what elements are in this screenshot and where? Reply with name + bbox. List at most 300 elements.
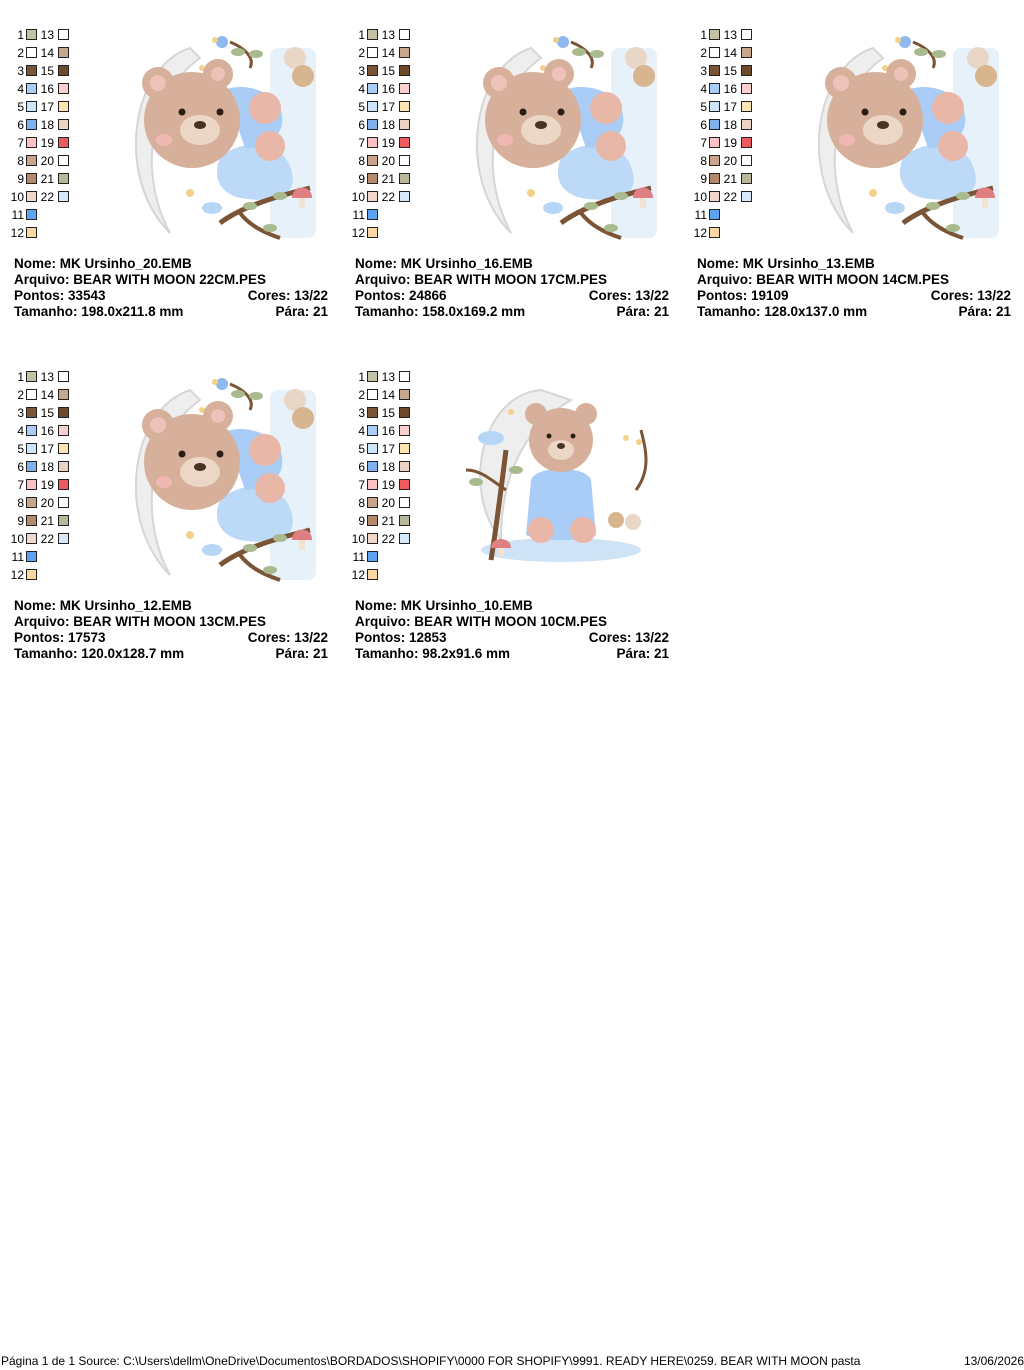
color-swatch xyxy=(399,443,410,454)
color-swatch xyxy=(58,65,69,76)
palette-number: 15 xyxy=(723,64,737,78)
palette-row xyxy=(11,550,78,568)
palette-number: 8 xyxy=(358,496,365,510)
palette-number: 4 xyxy=(17,82,24,96)
palette-number: 14 xyxy=(723,46,737,60)
palette-number: 12 xyxy=(693,226,707,240)
palette-row xyxy=(14,478,78,496)
palette-number: 18 xyxy=(40,118,54,132)
color-count: Cores: 13/22 xyxy=(247,288,328,303)
bear-cheek xyxy=(156,134,172,146)
color-swatch xyxy=(26,551,37,562)
palette-number: 17 xyxy=(381,100,395,114)
stitch-count: Pontos: 24866 xyxy=(355,288,447,303)
palette-number: 11 xyxy=(11,550,24,564)
palette-row xyxy=(10,568,78,586)
color-swatch xyxy=(58,497,69,508)
color-swatch xyxy=(367,83,378,94)
color-swatch xyxy=(26,101,37,112)
palette-row xyxy=(14,406,78,424)
palette-number: 17 xyxy=(381,442,395,456)
palette-row xyxy=(697,118,761,136)
design-card xyxy=(10,370,334,670)
palette-row xyxy=(14,460,78,478)
leaf xyxy=(572,48,586,56)
palette-row xyxy=(14,496,78,514)
design-name: Nome: MK Ursinho_12.EMB xyxy=(14,598,192,613)
color-swatch xyxy=(58,137,69,148)
palette-number: 8 xyxy=(700,154,707,168)
small-bear-head xyxy=(292,407,314,429)
palette-row xyxy=(697,64,761,82)
mushroom-stem xyxy=(640,198,646,208)
leaf xyxy=(614,192,628,200)
palette-number: 15 xyxy=(40,64,54,78)
palette-row xyxy=(355,424,419,442)
color-swatch xyxy=(367,227,378,238)
star-icon xyxy=(186,189,194,197)
color-swatch xyxy=(26,65,37,76)
color-swatch xyxy=(399,407,410,418)
leaf xyxy=(243,544,257,552)
bear-cheek xyxy=(497,134,513,146)
mushroom-stem xyxy=(498,548,504,556)
leaf xyxy=(926,202,940,210)
color-swatch xyxy=(709,47,720,58)
palette-row xyxy=(697,172,761,190)
bear-eye xyxy=(558,109,565,116)
bear-foot xyxy=(255,131,285,161)
palette-number: 20 xyxy=(381,496,395,510)
color-swatch xyxy=(26,83,37,94)
palette-number: 21 xyxy=(381,172,395,186)
palette-row xyxy=(14,442,78,460)
color-swatch xyxy=(58,371,69,382)
color-swatch xyxy=(367,371,378,382)
palette-number: 18 xyxy=(40,460,54,474)
design-size xyxy=(14,304,328,320)
palette-number: 19 xyxy=(381,478,395,492)
design-name: Nome: MK Ursinho_10.EMB xyxy=(355,598,533,613)
color-swatch xyxy=(26,119,37,130)
bear-paw xyxy=(932,92,964,124)
leaf xyxy=(231,48,245,56)
flower-top xyxy=(216,378,228,390)
palette-number: 18 xyxy=(381,118,395,132)
palette-row xyxy=(355,478,419,496)
design-preview xyxy=(461,370,667,584)
leaf xyxy=(584,202,598,210)
color-count: Cores: 13/22 xyxy=(588,288,669,303)
color-swatch xyxy=(26,389,37,400)
palette-number: 4 xyxy=(358,424,365,438)
palette-number: 4 xyxy=(700,82,707,96)
design-stitches xyxy=(14,288,328,304)
palette-row xyxy=(355,100,419,118)
bear-foot xyxy=(528,517,554,543)
color-swatch xyxy=(26,533,37,544)
color-swatch xyxy=(399,371,410,382)
design-size xyxy=(697,304,1011,320)
palette-row xyxy=(355,388,419,406)
star-icon xyxy=(636,439,642,445)
stitch-count: Pontos: 33543 xyxy=(14,288,106,303)
cloud xyxy=(885,202,905,214)
design-card xyxy=(351,370,675,670)
color-swatch xyxy=(367,515,378,526)
color-swatch xyxy=(741,137,752,148)
bear-ear-inner xyxy=(491,75,507,91)
design-card xyxy=(693,28,1017,328)
color-swatch xyxy=(26,461,37,472)
palette-number: 3 xyxy=(700,64,707,78)
color-swatch xyxy=(399,479,410,490)
color-swatch xyxy=(58,155,69,166)
color-swatch xyxy=(367,533,378,544)
palette-number: 17 xyxy=(40,100,54,114)
palette-number: 2 xyxy=(700,46,707,60)
color-swatch xyxy=(709,65,720,76)
bear-ear-inner xyxy=(894,67,908,81)
palette-number: 11 xyxy=(11,208,24,222)
palette-number: 22 xyxy=(40,190,54,204)
bear-with-moon-illustration xyxy=(461,28,667,242)
palette-row xyxy=(355,154,419,172)
color-swatch xyxy=(367,209,378,220)
palette-number: 14 xyxy=(381,46,395,60)
design-file: Arquivo: BEAR WITH MOON 17CM.PES xyxy=(355,272,608,287)
palette-number: 7 xyxy=(17,136,24,150)
design-preview xyxy=(120,370,326,584)
color-swatch xyxy=(58,119,69,130)
color-swatch xyxy=(58,191,69,202)
color-swatch xyxy=(58,479,69,490)
palette-number: 16 xyxy=(40,424,54,438)
palette-number: 10 xyxy=(351,532,365,546)
stitch-count: Pontos: 12853 xyxy=(355,630,447,645)
color-swatch xyxy=(367,47,378,58)
palette-number: 12 xyxy=(351,568,365,582)
palette-row xyxy=(355,64,419,82)
cloud xyxy=(202,544,222,556)
palette-row xyxy=(14,154,78,172)
small-bear-head xyxy=(975,65,997,87)
palette-number: 2 xyxy=(358,388,365,402)
palette-row xyxy=(14,118,78,136)
palette-row xyxy=(694,208,761,226)
star-icon xyxy=(212,37,218,43)
palette-number: 11 xyxy=(352,550,365,564)
color-swatch xyxy=(58,407,69,418)
color-swatch xyxy=(58,173,69,184)
color-swatch xyxy=(58,83,69,94)
page-footer xyxy=(0,1354,1024,1370)
leaf xyxy=(263,224,277,232)
leaf xyxy=(469,478,483,486)
color-swatch xyxy=(26,515,37,526)
color-swatch xyxy=(709,209,720,220)
palette-row xyxy=(355,82,419,100)
palette-number: 1 xyxy=(17,370,24,384)
palette-number: 19 xyxy=(40,136,54,150)
palette-number: 8 xyxy=(17,154,24,168)
palette-row xyxy=(10,190,78,208)
palette-number: 2 xyxy=(17,46,24,60)
bear-eye xyxy=(179,451,186,458)
palette-number: 10 xyxy=(10,532,24,546)
palette-row xyxy=(14,64,78,82)
palette-number: 22 xyxy=(40,532,54,546)
leaf xyxy=(249,50,263,58)
bear-nose xyxy=(535,121,547,129)
palette-number: 4 xyxy=(17,424,24,438)
palette-number: 7 xyxy=(358,478,365,492)
color-swatch xyxy=(26,227,37,238)
color-swatch xyxy=(367,137,378,148)
palette-row xyxy=(355,370,419,388)
palette-number: 13 xyxy=(40,370,54,384)
palette-row xyxy=(697,46,761,64)
color-swatch xyxy=(709,137,720,148)
palette-row xyxy=(355,514,419,532)
palette-number: 6 xyxy=(700,118,707,132)
palette-number: 21 xyxy=(40,514,54,528)
leaf xyxy=(590,50,604,58)
bear-with-moon-illustration xyxy=(120,370,326,584)
stop-count: Pára: 21 xyxy=(958,304,1011,319)
leaf xyxy=(914,48,928,56)
palette-number: 12 xyxy=(10,226,24,240)
color-swatch xyxy=(367,497,378,508)
design-file: Arquivo: BEAR WITH MOON 14CM.PES xyxy=(697,272,950,287)
design-file: Arquivo: BEAR WITH MOON 22CM.PES xyxy=(14,272,267,287)
palette-number: 12 xyxy=(351,226,365,240)
palette-number: 6 xyxy=(358,460,365,474)
color-swatch xyxy=(399,389,410,400)
palette-number: 16 xyxy=(40,82,54,96)
color-swatch xyxy=(58,389,69,400)
palette-row xyxy=(355,496,419,514)
bear-cheek xyxy=(839,134,855,146)
star-icon xyxy=(508,409,514,415)
palette-row xyxy=(14,172,78,190)
palette-number: 19 xyxy=(723,136,737,150)
color-swatch xyxy=(26,209,37,220)
palette-row xyxy=(697,154,761,172)
palette-number: 14 xyxy=(381,388,395,402)
palette-number: 18 xyxy=(381,460,395,474)
design-preview xyxy=(120,28,326,242)
palette-number: 20 xyxy=(40,496,54,510)
palette-number: 2 xyxy=(358,46,365,60)
stop-count: Pára: 21 xyxy=(275,646,328,661)
small-bear-head xyxy=(292,65,314,87)
palette-row xyxy=(355,136,419,154)
design-size xyxy=(355,646,669,662)
color-count: Cores: 13/22 xyxy=(588,630,669,645)
color-swatch xyxy=(741,173,752,184)
stop-count: Pára: 21 xyxy=(616,646,669,661)
leaf xyxy=(946,224,960,232)
bear-nose xyxy=(877,121,889,129)
palette-row xyxy=(14,100,78,118)
star-icon xyxy=(212,379,218,385)
color-swatch xyxy=(741,119,752,130)
design-stitches xyxy=(14,630,328,646)
color-swatch xyxy=(26,191,37,202)
color-swatch xyxy=(367,479,378,490)
palette-number: 5 xyxy=(358,100,365,114)
palette-row xyxy=(697,100,761,118)
palette-number: 19 xyxy=(40,478,54,492)
palette-number: 19 xyxy=(381,136,395,150)
palette-number: 9 xyxy=(17,514,24,528)
palette-number: 17 xyxy=(40,442,54,456)
bear-eye xyxy=(862,109,869,116)
palette-number: 6 xyxy=(17,118,24,132)
bear-nose xyxy=(194,121,206,129)
palette-number: 16 xyxy=(723,82,737,96)
palette-row xyxy=(355,46,419,64)
flower-top xyxy=(216,36,228,48)
bear-with-moon-illustration xyxy=(120,28,326,242)
bear-eye xyxy=(900,109,907,116)
color-swatch xyxy=(709,173,720,184)
palette-number: 22 xyxy=(381,532,395,546)
palette-number: 14 xyxy=(40,46,54,60)
design-preview xyxy=(803,28,1009,242)
palette-number: 21 xyxy=(40,172,54,186)
palette-number: 9 xyxy=(358,514,365,528)
bear-nose xyxy=(194,463,206,471)
color-swatch xyxy=(399,497,410,508)
leaf xyxy=(263,566,277,574)
color-swatch xyxy=(399,425,410,436)
leaf xyxy=(273,534,287,542)
color-swatch xyxy=(26,407,37,418)
stop-count: Pára: 21 xyxy=(616,304,669,319)
color-swatch xyxy=(58,29,69,40)
palette-number: 15 xyxy=(40,406,54,420)
palette-number: 5 xyxy=(17,100,24,114)
palette-number: 21 xyxy=(381,514,395,528)
design-name: Nome: MK Ursinho_20.EMB xyxy=(14,256,192,271)
color-swatch xyxy=(399,29,410,40)
design-name: Nome: MK Ursinho_16.EMB xyxy=(355,256,533,271)
leaf xyxy=(509,466,523,474)
palette-number: 6 xyxy=(17,460,24,474)
small-bear-head xyxy=(633,65,655,87)
palette-number: 5 xyxy=(358,442,365,456)
palette-number: 1 xyxy=(358,28,365,42)
color-swatch xyxy=(58,533,69,544)
size-value: Tamanho: 198.0x211.8 mm xyxy=(14,304,184,319)
bear-eye xyxy=(520,109,527,116)
bear-snout xyxy=(180,457,220,487)
color-swatch xyxy=(709,119,720,130)
color-swatch xyxy=(399,155,410,166)
color-swatch xyxy=(58,47,69,58)
palette-row xyxy=(697,82,761,100)
palette-row xyxy=(697,28,761,46)
bear-eye xyxy=(179,109,186,116)
color-swatch xyxy=(709,227,720,238)
color-swatch xyxy=(367,155,378,166)
color-swatch xyxy=(741,29,752,40)
palette-number: 11 xyxy=(352,208,365,222)
branch-right xyxy=(636,430,646,490)
color-swatch xyxy=(26,425,37,436)
color-swatch xyxy=(741,155,752,166)
design-size xyxy=(355,304,669,320)
palette-number: 17 xyxy=(723,100,737,114)
color-swatch xyxy=(367,569,378,580)
mushroom-stem xyxy=(982,198,988,208)
palette-number: 7 xyxy=(700,136,707,150)
star-icon xyxy=(623,435,629,441)
palette-row xyxy=(693,190,761,208)
palette-number: 1 xyxy=(17,28,24,42)
color-swatch xyxy=(26,479,37,490)
flower-top xyxy=(557,36,569,48)
palette-row xyxy=(355,172,419,190)
color-swatch xyxy=(399,191,410,202)
cloud xyxy=(478,431,504,445)
color-swatch xyxy=(367,425,378,436)
bear-foot xyxy=(570,517,596,543)
color-swatch xyxy=(399,101,410,112)
palette-number: 15 xyxy=(381,64,395,78)
design-info xyxy=(14,598,328,662)
color-swatch xyxy=(26,443,37,454)
leaf xyxy=(249,392,263,400)
color-swatch xyxy=(367,65,378,76)
palette-row xyxy=(11,208,78,226)
design-info xyxy=(14,256,328,320)
color-swatch xyxy=(399,65,410,76)
bear-cheek xyxy=(156,476,172,488)
palette-number: 8 xyxy=(358,154,365,168)
palette-row xyxy=(693,226,761,244)
color-swatch xyxy=(399,533,410,544)
color-swatch xyxy=(399,47,410,58)
bear-ear-inner xyxy=(150,75,166,91)
color-swatch xyxy=(26,569,37,580)
palette-number: 5 xyxy=(700,100,707,114)
color-swatch xyxy=(26,173,37,184)
leaf xyxy=(243,202,257,210)
color-swatch xyxy=(58,461,69,472)
palette-number: 12 xyxy=(10,568,24,582)
color-swatch xyxy=(58,101,69,112)
design-card xyxy=(351,28,675,328)
stop-count: Pára: 21 xyxy=(275,304,328,319)
bear-foot xyxy=(255,473,285,503)
star-icon xyxy=(527,189,535,197)
color-swatch xyxy=(399,119,410,130)
color-swatch xyxy=(58,425,69,436)
color-swatch xyxy=(58,515,69,526)
mushroom-stem xyxy=(299,540,305,550)
palette-row xyxy=(14,424,78,442)
palette-number: 16 xyxy=(381,82,395,96)
size-value: Tamanho: 98.2x91.6 mm xyxy=(355,646,511,661)
color-swatch xyxy=(367,551,378,562)
palette-number: 20 xyxy=(381,154,395,168)
stitch-count: Pontos: 17573 xyxy=(14,630,106,645)
palette-row xyxy=(697,136,761,154)
bear-eye xyxy=(217,109,224,116)
